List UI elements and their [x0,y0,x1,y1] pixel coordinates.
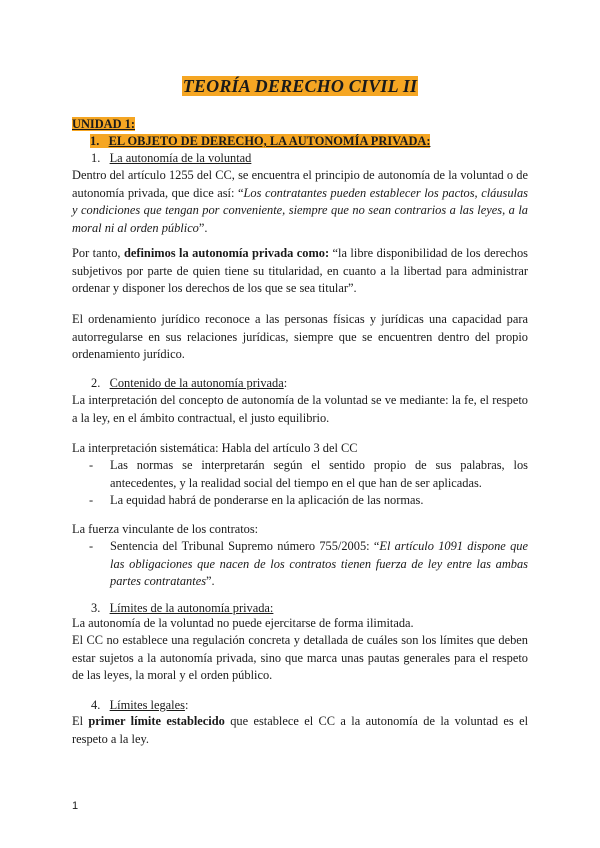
paragraph-fuerza: La fuerza vinculante de los contratos: [72,522,259,536]
subheading-2: 2. Contenido de la autonomía privada: [91,376,288,390]
subheading-1: 1. La autonomía de la voluntad [91,151,252,165]
paragraph-sistematica: La interpretación sistemática: Habla del artículo 3 del CC [72,441,358,455]
subheading-3: 3. Límites de la autonomía privada: [91,601,274,615]
subheading-4: 4. Límites legales: [91,698,189,712]
document-title: TEORÍA DERECHO CIVIL II [182,76,418,96]
paragraph-definicion: Por tanto, definimos la autonomía privada como: “la libre disponibilidad de los derechos subjetivos por parte de quien tiene su titularidad, en cuanto a la libertad para administrar ordenar y disponer los derechos de los que se sea titular”. [72,246,528,296]
list-normas [72,457,528,510]
paragraph-cc: El CC no establece una regulación concreta y detallada de cuáles son los límites que deben estar sujetos a la autonomía privada, sino que marca unas pautas generales para el respeto de las leyes, la moral y el orden público. [72,633,528,683]
list-sentencia [72,538,528,591]
paragraph-ordenamiento: El ordenamiento jurídico reconoce a las personas físicas y jurídicas una capacidad para autorregularse en sus relaciones jurídicas, siempre que se encuentren dentro del propio ordenamiento jurídico. [72,312,528,362]
section-heading: 1. EL OBJETO DE DERECHO, LA AUTONOMÍA PRIVADA: [90,134,431,148]
paragraph-primer-limite: El primer límite establecido que establece el CC a la autonomía de la voluntad es el respeto a la ley. [72,714,529,746]
unit-heading: UNIDAD 1: [72,117,135,131]
paragraph-interpretacion: La interpretación del concepto de autonomía de la voluntad se ve mediante: la fe, el respeto a la ley, en el ámbito contractual, el justo equilibrio. [72,393,528,425]
list-item: - Sentencia del Tribunal Supremo número 755/2005: “El artículo 1091 dispone que las obligaciones que nacen de los contratos tienen fuerza de ley entre las ambas partes contratantes”. [89,539,528,589]
list-item: - Las normas se interpretarán según el sentido propio de sus palabras, los antecedentes, y la realidad social del tiempo en el que han de ser aplicadas. [89,458,528,490]
paragraph-limites: La autonomía de la voluntad no puede ejercitarse de forma ilimitada. [72,616,414,630]
list-item: - La equidad habrá de ponderarse en la aplicación de las normas. [89,493,424,508]
paragraph-autonomia: Dentro del artículo 1255 del CC, se encuentra el principio de autonomía de la voluntad o de autonomía privada, que dice así: “Los contratantes pueden establecer los pactos, cláusulas y condiciones que tengan por conveniente, siempre que no sean contrarios a las leyes, a la moral ni al orden público”. [72,168,529,235]
page-number: 1 [72,800,79,812]
